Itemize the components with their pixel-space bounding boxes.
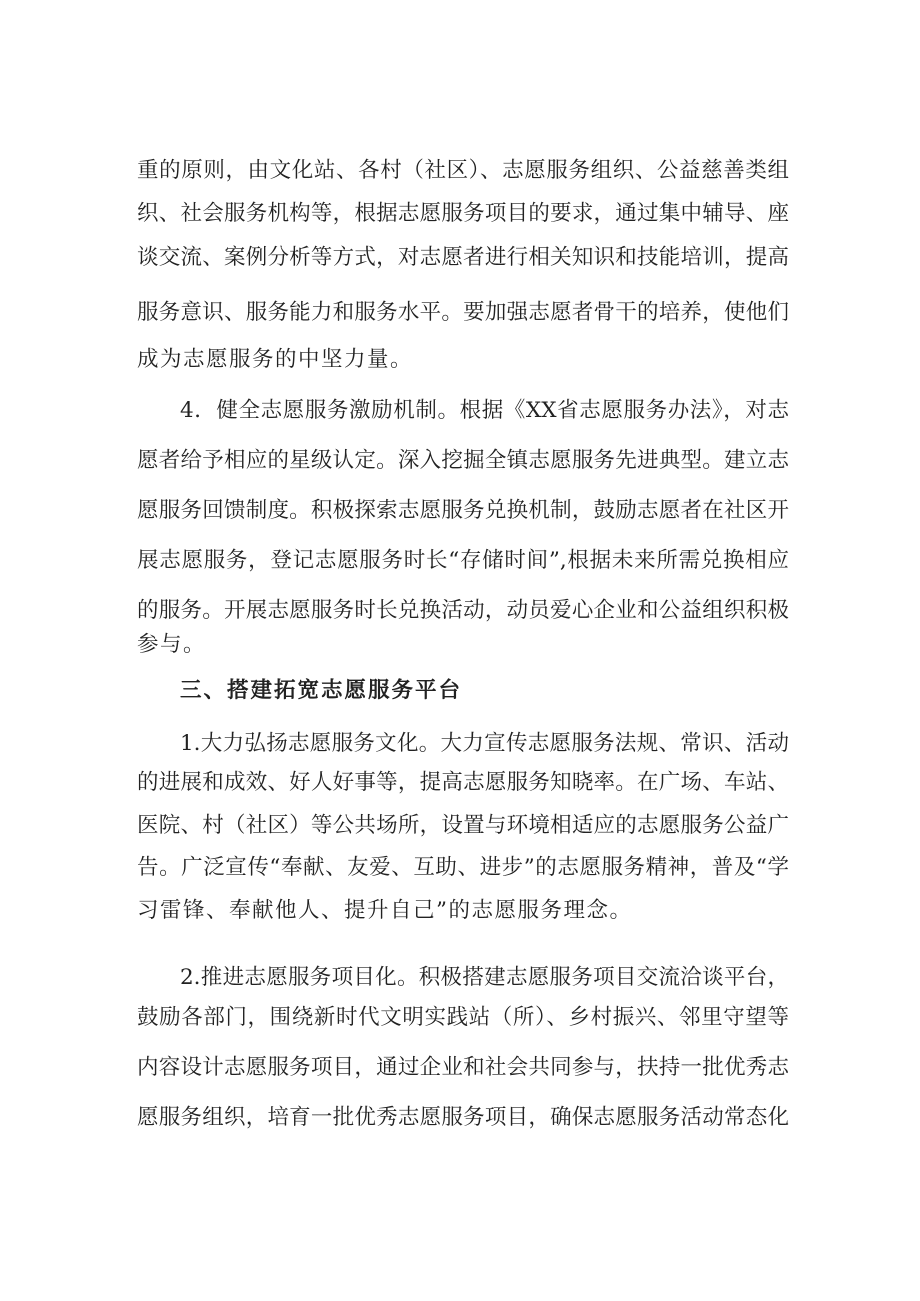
text-line: 的服务。开展志愿服务时长兑换活动，动员爱心企业和公益组织积极 bbox=[137, 598, 789, 623]
text-line: 谈交流、案例分析等方式，对志愿者进行相关知识和技能培训，提高 bbox=[137, 245, 789, 270]
text-line: 医院、村（社区）等公共场所，设置与环境相适应的志愿服务公益广 bbox=[137, 813, 789, 838]
text-line: 成为志愿服务的中坚力量。 bbox=[137, 347, 414, 372]
paragraph-start-line: 2.推进志愿服务项目化。积极搭建志愿服务项目交流洽谈平台， bbox=[180, 965, 789, 990]
paragraph-start-line: 4．健全志愿服务激励机制。根据《XX省志愿服务办法》，对志 bbox=[180, 398, 789, 423]
text-line: 习雷锋、奉献他人、提升自己”的志愿服务理念。 bbox=[137, 898, 633, 923]
text-line: 展志愿服务，登记志愿服务时长“存储时间”,根据未来所需兑换相应 bbox=[137, 548, 789, 573]
text-line: 重的原则，由文化站、各村（社区）、志愿服务组织、公益慈善类组 bbox=[137, 158, 789, 183]
text-line: 愿服务回馈制度。积极探索志愿服务兑换机制，鼓励志愿者在社区开 bbox=[137, 498, 789, 523]
text-line: 织、社会服务机构等，根据志愿服务项目的要求，通过集中辅导、座 bbox=[137, 201, 789, 226]
text-line: 的进展和成效、好人好事等，提高志愿服务知晓率。在广场、车站、 bbox=[137, 770, 789, 795]
text-line: 参与。 bbox=[137, 632, 207, 657]
text-line: 服务意识、服务能力和服务水平。要加强志愿者骨干的培养，使他们 bbox=[137, 300, 789, 325]
text-line: 内容设计志愿服务项目，通过企业和社会共同参与，扶持一批优秀志 bbox=[137, 1055, 789, 1080]
text-line: 愿服务组织，培育一批优秀志愿服务项目，确保志愿服务活动常态化 bbox=[137, 1105, 789, 1130]
text-line: 鼓励各部门，围绕新时代文明实践站（所）、乡村振兴、邻里守望等 bbox=[137, 1005, 789, 1030]
paragraph-start-line: 1.大力弘扬志愿服务文化。大力宣传志愿服务法规、常识、活动 bbox=[180, 731, 789, 756]
section-heading: 三、搭建拓宽志愿服务平台 bbox=[180, 678, 463, 703]
text-line: 告。广泛宣传“奉献、友爱、互助、进步”的志愿服务精神，普及“学 bbox=[137, 855, 789, 880]
text-line: 愿者给予相应的星级认定。深入挖掘全镇志愿服务先进典型。建立志 bbox=[137, 448, 789, 473]
